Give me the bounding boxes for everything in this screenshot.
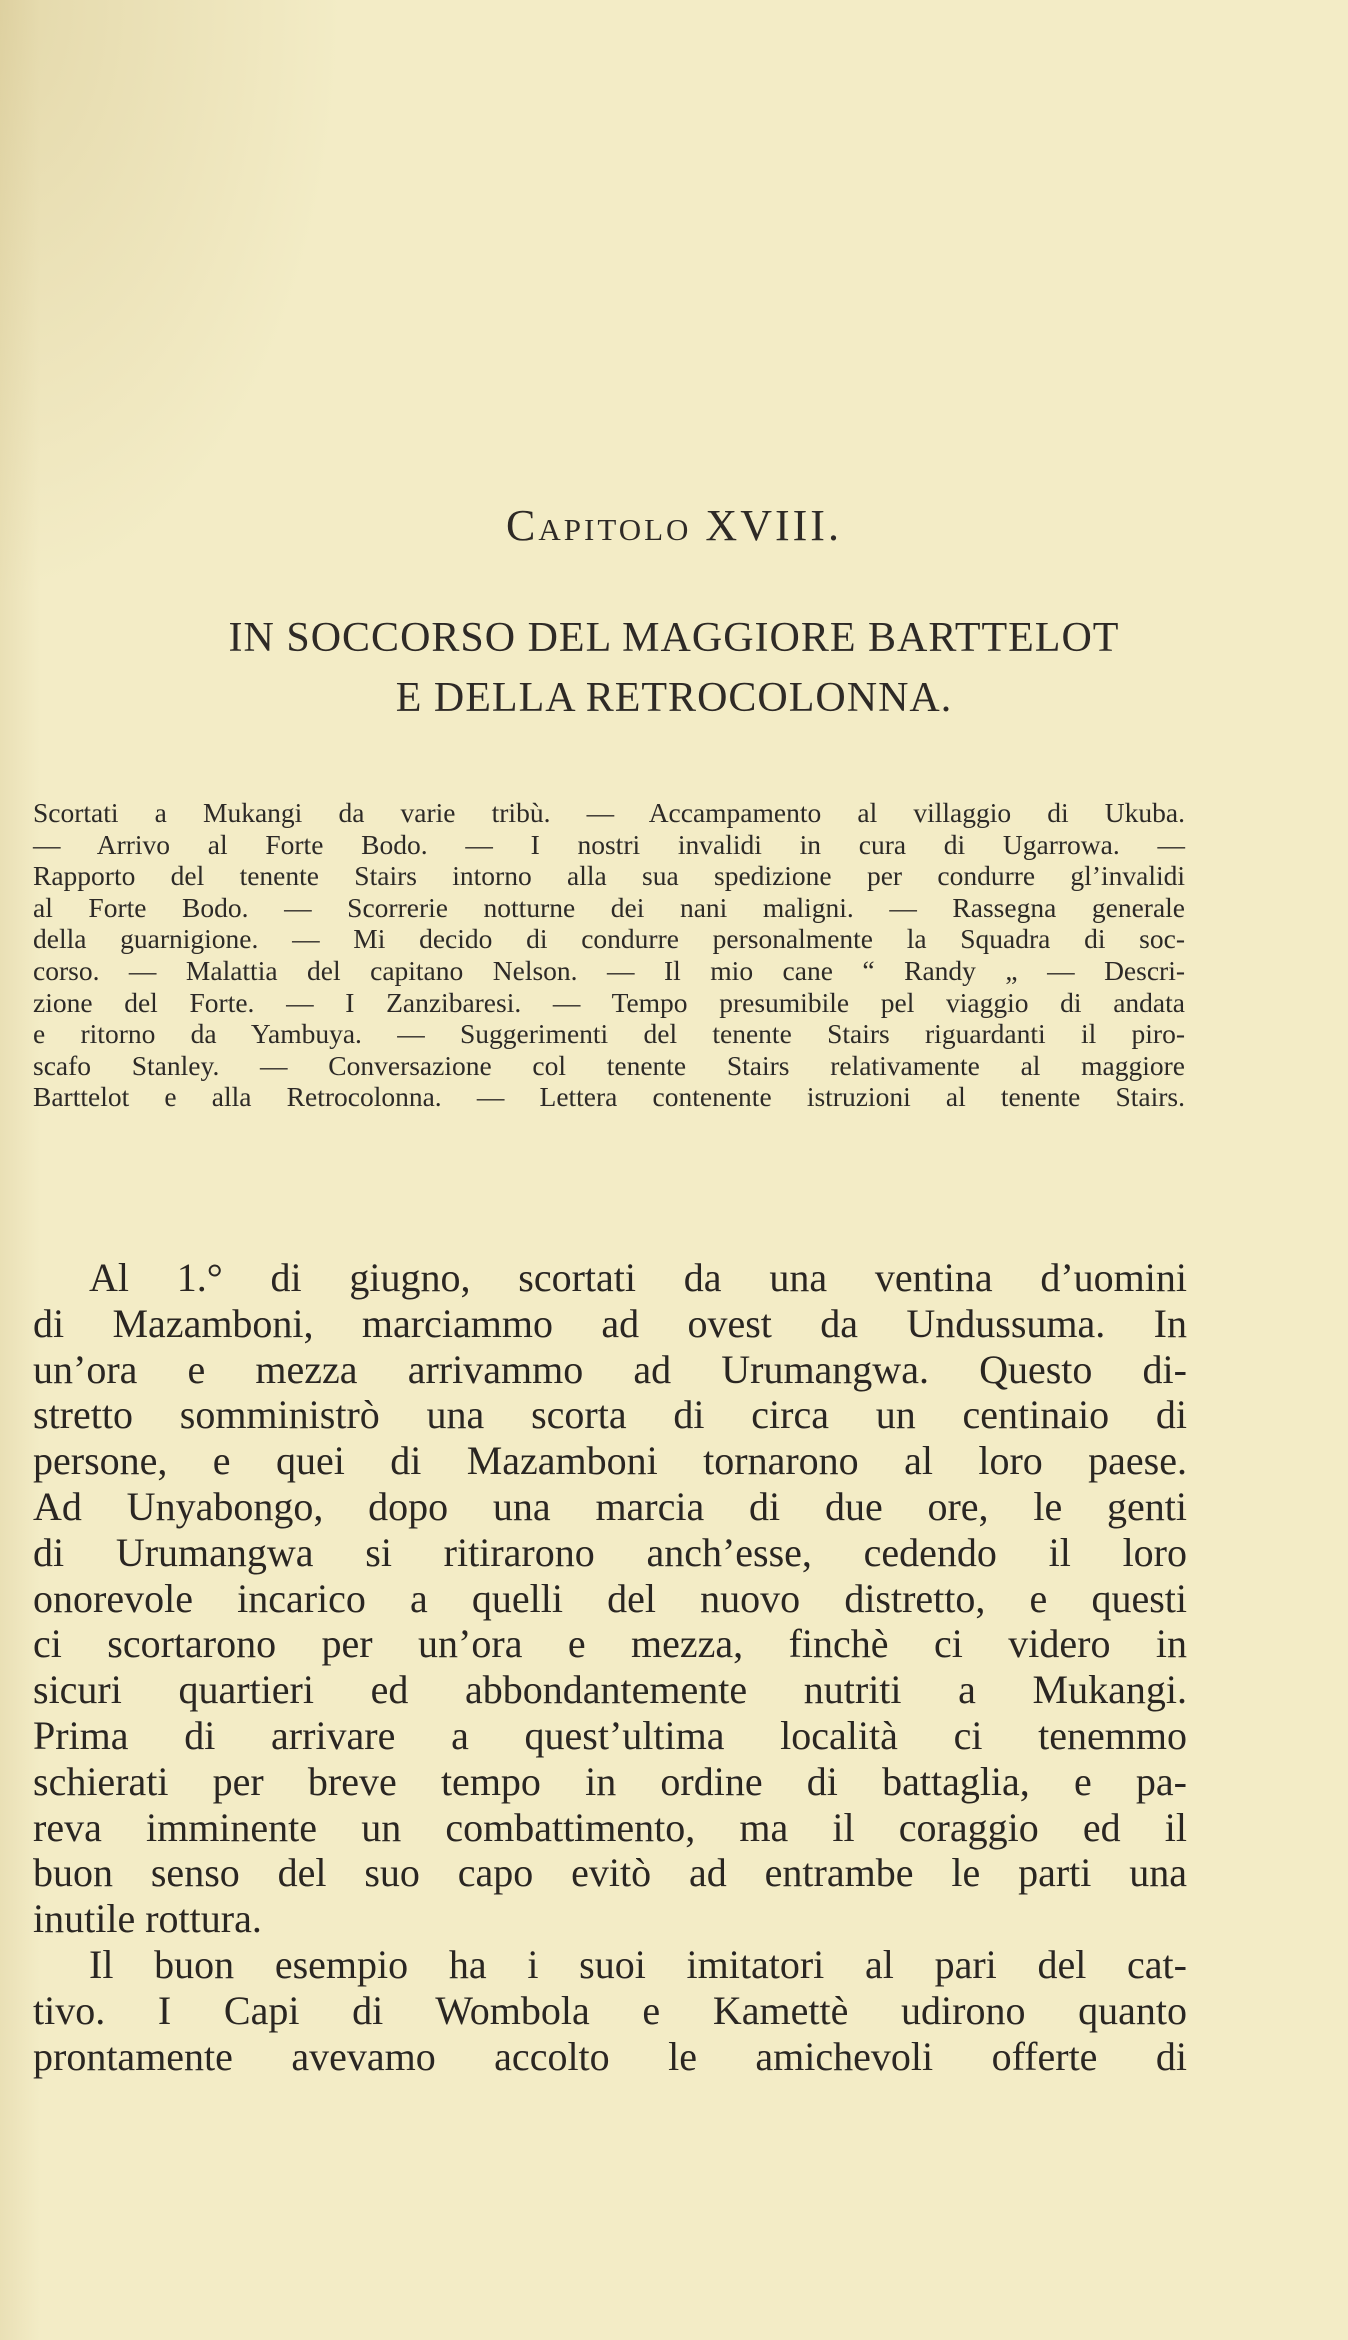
chapter-title-line-1: IN SOCCORSO DEL MAGGIORE BARTTELOT (228, 615, 1120, 661)
chapter-summary (33, 797, 1185, 1113)
body-line: onorevole incarico a quelli del nuovo distretto, e questi (33, 1575, 1187, 1621)
body-line: di Urumangwa si ritirarono anch’esse, cedendo il loro (33, 1529, 1187, 1575)
body-line: inutile rottura. (33, 1896, 262, 1942)
body-line: di Mazamboni, marciammo ad ovest da Undussuma. In (33, 1300, 1187, 1346)
body-line: stretto somministrò una scorta di circa un centinaio di (33, 1392, 1187, 1438)
summary-line: della guarnigione. — Mi decido di condurre personalmente la Squadra di soc- (33, 923, 1185, 955)
body-line: Il buon esempio ha i suoi imitatori al pari del cat- (89, 1941, 1187, 1987)
body-line: Prima di arrivare a quest’ultima località ci tenemmo (33, 1712, 1187, 1758)
summary-line: al Forte Bodo. — Scorrerie notturne dei nani maligni. — Rassegna generale (33, 891, 1185, 923)
body-line: reva imminente un combattimento, ma il coraggio ed il (33, 1804, 1187, 1850)
summary-line: e ritorno da Yambuya. — Suggerimenti del tenente Stairs riguardanti il piro- (33, 1018, 1185, 1050)
body-text (33, 1255, 1187, 2079)
body-line: buon senso del suo capo evitò ad entrambe le parti una (33, 1850, 1187, 1896)
summary-line: corso. — Malattia del capitano Nelson. — Il mio cane “ Randy „ — Descri- (33, 954, 1185, 986)
summary-line: Scortati a Mukangi da varie tribù. — Accampamento al villaggio di Ukuba. (33, 797, 1185, 828)
summary-line: zione del Forte. — I Zanzibaresi. — Tempo presumibile pel viaggio di andata (33, 986, 1185, 1018)
body-line: prontamente avevamo accolto le amichevoli offerte di (33, 2033, 1187, 2079)
summary-line: Rapporto del tenente Stairs intorno alla sua spedizione per condurre gl’invalidi (33, 860, 1185, 892)
body-line: tivo. I Capi di Wombola e Kamettè udirono quanto (33, 1987, 1187, 2033)
body-line: un’ora e mezza arrivammo ad Urumangwa. Questo di- (33, 1346, 1187, 1392)
body-line: schierati per breve tempo in ordine di battaglia, e pa- (33, 1758, 1187, 1804)
body-line: persone, e quei di Mazamboni tornarono al loro paese. (33, 1438, 1187, 1484)
summary-line: — Arrivo al Forte Bodo. — I nostri invalidi in cura di Ugarrowa. — (33, 828, 1185, 860)
chapter-title-line-2: E DELLA RETROCOLONNA. (395, 675, 953, 721)
body-line: sicuri quartieri ed abbondantemente nutriti a Mukangi. (33, 1667, 1187, 1713)
summary-line: scafo Stanley. — Conversazione col tenente Stairs relativamente al maggiore (33, 1049, 1185, 1081)
chapter-title (0, 608, 1348, 728)
body-line: ci scortarono per un’ora e mezza, finchè ci videro in (33, 1621, 1187, 1667)
chapter-heading: Capitolo XVIII. (506, 501, 842, 550)
paragraph-1 (33, 1255, 1187, 1942)
body-line: Ad Unyabongo, dopo una marcia di due ore, le genti (33, 1483, 1187, 1529)
summary-line: Barttelot e alla Retrocolonna. — Lettera contenente istruzioni al tenente Stairs. (33, 1081, 1185, 1113)
paragraph-2 (33, 1942, 1187, 2079)
body-line: Al 1.° di giugno, scortati da una ventina d’uomini (89, 1255, 1187, 1300)
